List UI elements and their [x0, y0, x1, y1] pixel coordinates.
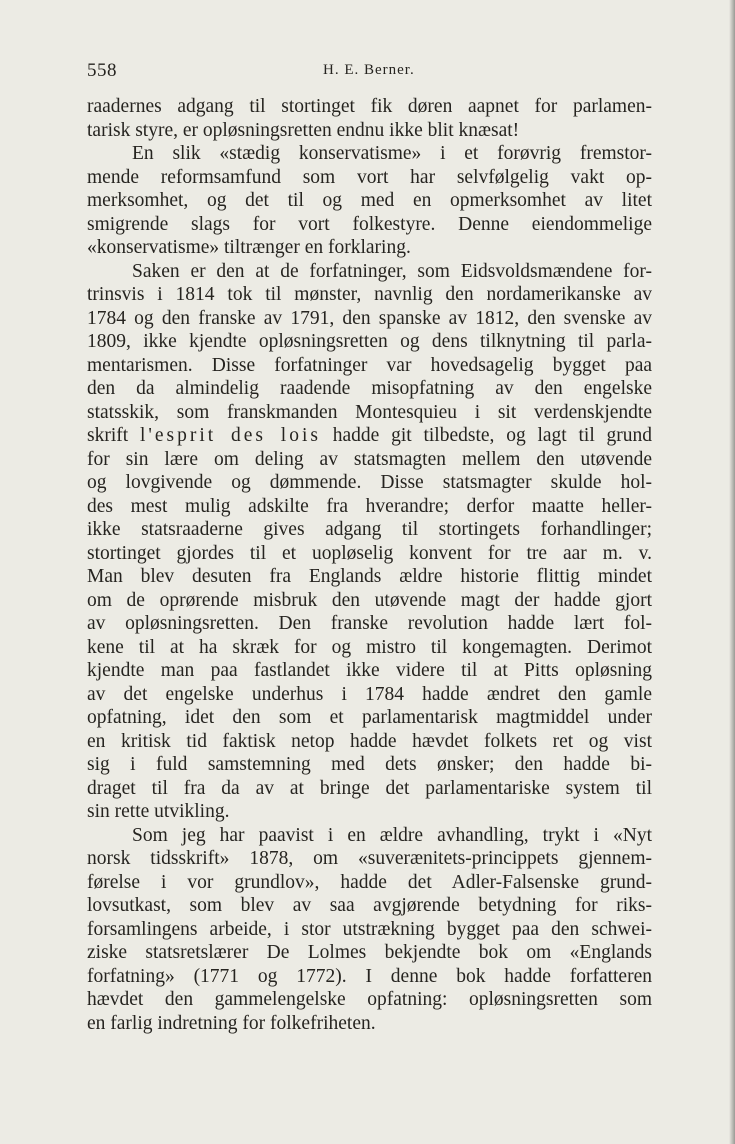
text-line: trinsvis i 1814 tok til mønster, navnlig den nordamerikanske av — [87, 284, 652, 305]
text-line: forfatning» (1771 og 1772). I denne bok hadde forfatteren — [87, 965, 652, 987]
text-line: Saken er den at de forfatninger, som Eidsvoldsmændene for- — [132, 260, 652, 282]
text-line: av opløsningsretten. Den franske revolution hadde lært fol- — [87, 613, 652, 634]
text-line: ziske statsretslærer De Lolmes bekjendte bok om «Englands — [87, 942, 652, 963]
text-segment: hadde git tilbedste, og lagt til grund — [332, 425, 653, 446]
text-line: ikke statsraaderne gives adgang til stortingets forhandlinger; — [87, 519, 652, 540]
text-line: mentarismen. Disse forfatninger var hovedsagelig bygget paa — [87, 354, 652, 376]
page-header — [87, 60, 652, 84]
text-line: merksomhet, og det til og med en opmerksomhet av litet — [87, 190, 652, 211]
text-line: smigrende slags for vort folkestyre. Denne eiendommelige — [87, 213, 652, 235]
text-line: kene til at ha skræk for og mistro til kongemagten. Derimot — [87, 636, 652, 658]
text-line: for sin lære om deling av statsmagten mellem den utøvende — [87, 448, 652, 470]
text-segment: skrift — [87, 425, 129, 446]
text-line: av det engelske underhus i 1784 hadde ændret den gamle — [87, 683, 652, 705]
text-line: en farlig indretning for folkefriheten. — [87, 1012, 376, 1034]
text-line: raadernes adgang til stortinget fik døren aapnet for parlamen- — [87, 96, 652, 117]
text-line: 1809, ikke kjendte opløsningsretten og dens tilknytning til parla- — [87, 331, 652, 352]
text-line: og lovgivende og dømmende. Disse statsmagter skulde hol- — [87, 472, 652, 493]
text-line: mende reformsamfund som vort har selvfølgelig vakt op- — [87, 166, 652, 188]
text-line: stortinget gjordes til et uopløselig konvent for tre aar m. v. — [87, 542, 652, 564]
text-line: des mest mulig adskilte fra hverandre; derfor maatte heller- — [87, 495, 652, 517]
text-line — [87, 424, 652, 448]
text-line: draget til fra da av at bringe det parlamentariske system til — [87, 777, 652, 799]
text-line: tarisk styre, er opløsningsretten endnu ikke blit knæsat! — [87, 119, 520, 141]
text-line: førelse i vor grundlov», hadde det Adler-Falsenske grund- — [87, 871, 652, 893]
book-title-emphasis: l'esprit des lois — [139, 425, 321, 446]
text-line: norsk tidsskrift» 1878, om «suverænitets-princippets gjennem- — [87, 848, 652, 869]
text-line: Man blev desuten fra Englands ældre historie flittig mindet — [87, 566, 652, 587]
text-line: 1784 og den franske av 1791, den spanske av 1812, den svenske av — [87, 307, 652, 329]
text-line: forsamlingens arbeide, i stor utstrækning bygget paa den schwei- — [87, 918, 652, 940]
page-number: 558 — [87, 60, 117, 81]
body-text — [87, 95, 652, 1035]
text-line: den da almindelig raadende misopfatning av den engelske — [87, 378, 652, 399]
text-line: sig i fuld samstemning med dets ønsker; den hadde bi- — [87, 754, 652, 775]
text-line: om de oprørende misbruk den utøvende magt der hadde gjort — [87, 589, 652, 611]
text-line: lovsutkast, som blev av saa avgjørende betydning for riks- — [87, 895, 652, 916]
text-line: sin rette utvikling. — [87, 801, 230, 822]
text-line: hævdet den gammelengelske opfatning: opløsningsretten som — [87, 989, 652, 1010]
text-line: en kritisk tid faktisk netop hadde hævdet folkets ret og vist — [87, 730, 652, 752]
text-line: Som jeg har paavist i en ældre avhandling, trykt i «Nyt — [132, 824, 652, 846]
text-line: En slik «stædig konservatisme» i et forøvrig fremstor- — [132, 143, 652, 164]
text-line: «konservatisme» tiltrænger en forklaring. — [87, 237, 411, 258]
running-head: H. E. Berner. — [323, 62, 415, 78]
text-line: kjendte man paa fastlandet ikke videre til at Pitts opløsning — [87, 660, 652, 681]
text-line: statsskik, som franskmanden Montesquieu i sit verdenskjendte — [87, 401, 652, 423]
text-line: opfatning, idet den som et parlamentarisk magtmiddel under — [87, 707, 652, 728]
page-edge-shadow — [729, 0, 735, 1144]
